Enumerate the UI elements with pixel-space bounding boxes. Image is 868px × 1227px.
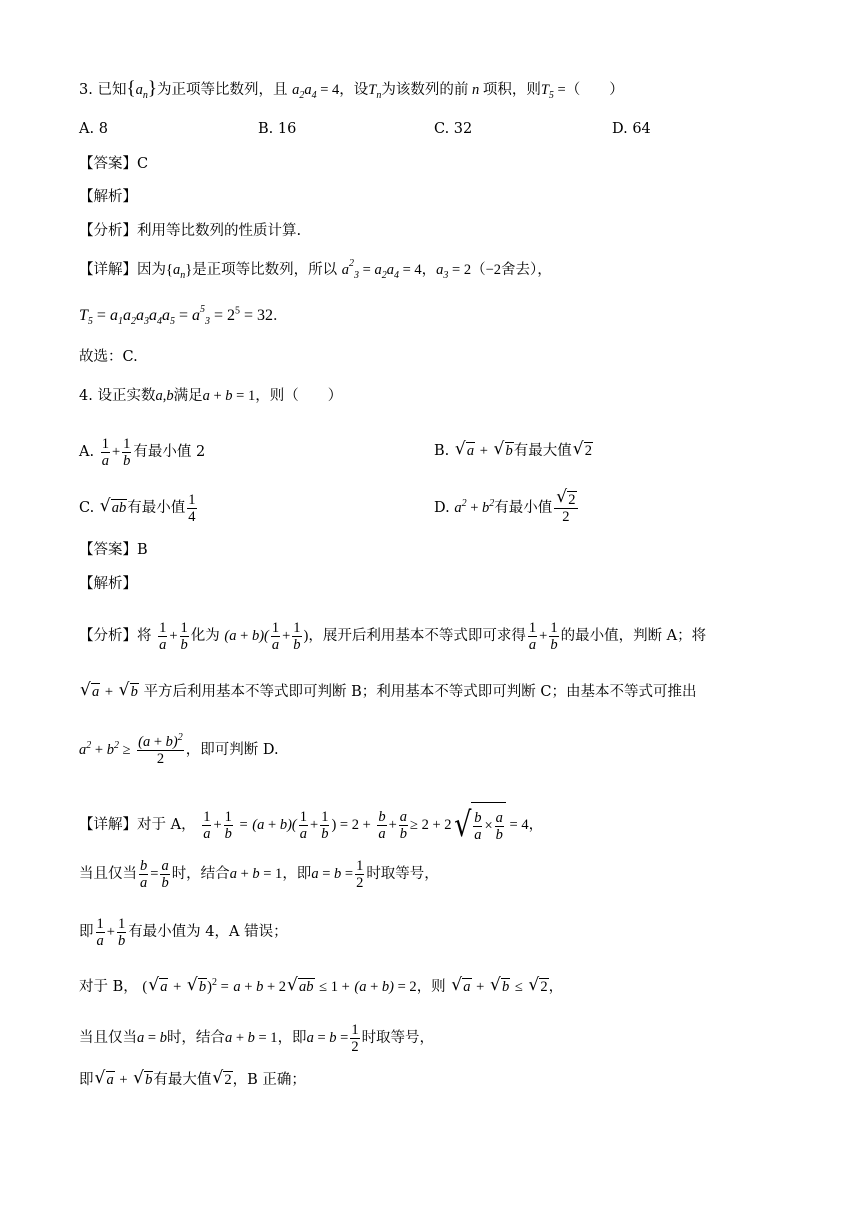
q4-option-a: A. $\frac{1}{a}$ + $\frac{1}{b}$ 有最小值 2 — [79, 435, 206, 469]
q4-equality-b: 当且仅当a = b时，结合a + b = 1，即a = b = $\frac{1}{2}$ 时取等号， — [79, 1021, 435, 1055]
q3-option-a: A. 8 — [79, 121, 108, 137]
q3-stem-text: 为正项等比数列，且 — [156, 82, 288, 98]
q3-stem-text: ，设 — [339, 82, 369, 98]
q4-detail-a: 【详解】对于 A， $\frac{1}{a}$ + $\frac{1}{b}$ = (a + b)( $\frac{1}{a}$ + $\frac{1}{b}$ ) = 2 + $\frac{b}{a}$ + $\frac{a}{b}$ ≥ 2 + 2 √ $\frac{b}{a}$ × $\frac{a}{b}$ = 4， — [79, 802, 543, 848]
q3-option-d: D. 64 — [612, 121, 651, 137]
q3-option-c: C. 32 — [434, 121, 473, 137]
math-neg2: −2 — [485, 262, 502, 278]
q3-fenxi: 【分析】利用等比数列的性质计算. — [79, 223, 302, 239]
math-ab: a — [155, 388, 163, 404]
math-set-an: { — [126, 78, 136, 99]
math-T5: $T_5$ = — [540, 82, 566, 101]
q4-stem: 4. 设正实数a,b满足a + b = 1，则（ ） — [79, 388, 343, 404]
math-Tn: $T_n$ — [368, 82, 382, 101]
q3-option-b: B. 16 — [258, 121, 297, 137]
q4-fenxi-line2: √ a + √ b 平方后利用基本不等式即可判断 B；利用基本不等式即可判断 C；由基本不等式可推出 — [79, 682, 696, 702]
q4-option-c: C. √ ab有最小值 $\frac{1}{4}$ — [79, 488, 199, 528]
math-an: $a_n$ — [135, 82, 148, 101]
q4-fenxi-line3: $a^2 + b^2$ ≥ $\frac{(a + b)^2}{2}$ ，即可判断 D. — [79, 731, 279, 767]
q3-jiexi: 【解析】 — [79, 189, 137, 205]
q4-option-d: D. $a^2 + b^2$有最小值 √ $\frac{2}{2}$ — [434, 488, 580, 528]
q3-t5-equation: $T_5 = a_1a_2a_3a_4a_5 = a_{53} = 2^5 = 32$． — [79, 304, 288, 328]
q3-conclusion: 故选：C. — [79, 349, 138, 365]
math-a-plus-b: a + b = 1 — [202, 388, 256, 404]
math-set-an2: { — [166, 262, 173, 278]
q4-option-b: B. √ a + √ b有最大值√ 2 — [434, 441, 593, 461]
q4-detail-b: 对于 B， (√ a + √ b)$^2$ = a + b + 2√ ab ≤ 1 + (a + b) = 2，则 √ a + √ b ≤ √ 2， — [79, 977, 563, 997]
q4-conclusion-a: 即 $\frac{1}{a}$ + $\frac{1}{b}$ 有最小值为 4，A 错误； — [79, 915, 288, 949]
q3-stem-text: （ ） — [565, 82, 624, 98]
q3-stem-text: 项积，则 — [482, 82, 541, 98]
q3-answer: 【答案】C — [79, 156, 149, 172]
q3-number: 3. — [79, 82, 93, 98]
q3-stem-text: 为该数列的前 — [381, 82, 469, 98]
q3-detail: 【详解】因为$\{a_n\}$是正项等比数列，所以 $a_{23} = a_2a_4 = 4$，$a_3 = 2(-2$舍去）， — [79, 257, 552, 281]
q3-stem — [79, 79, 624, 100]
math-a3: $a_3 = 2$ — [436, 262, 472, 281]
q4-fenxi-line1: 【分析】将 $\frac{1}{a}$ + $\frac{1}{b}$ 化为 (a + b)( $\frac{1}{a}$ + $\frac{1}{b}$ )，展开后利用基本不等式即可求得 $\frac{1}{a}$ + $\frac{1}{b}$ 的最小值，判断 A；将 — [79, 619, 707, 653]
q4-equality-a: 当且仅当 $\frac{b}{a}$ = $\frac{a}{b}$ 时，结合a + b = 1，即a = b = $\frac{1}{2}$ 时取等号， — [79, 857, 439, 891]
math-brace: } — [147, 78, 157, 99]
q3-stem-text: 已知 — [97, 82, 127, 98]
q4-answer: 【答案】B — [79, 542, 148, 558]
math-a2a4: $a_2a_4 = 4$ — [292, 82, 340, 101]
q4-conclusion-b: 即√ a + √ b有最大值√ 2，B 正确； — [79, 1070, 306, 1090]
math-n: n — [468, 82, 483, 98]
q4-jiexi: 【解析】 — [79, 576, 137, 592]
math-a3sq: $a_{23} = a_2a_4 = 4$ — [341, 257, 422, 281]
big-sqrt: √ $\frac{b}{a}$ × $\frac{a}{b}$ — [452, 802, 506, 848]
